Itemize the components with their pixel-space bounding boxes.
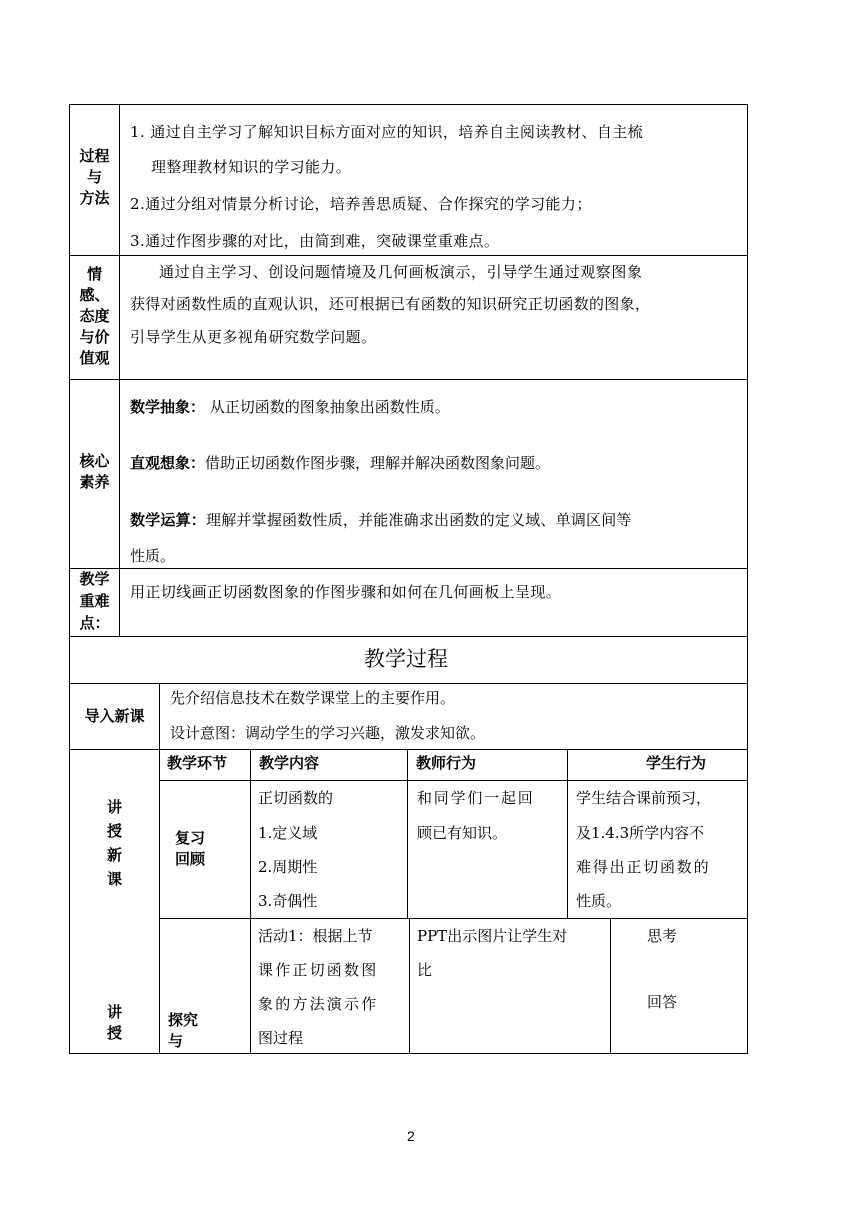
- header-row-divider: [159, 780, 748, 781]
- core-item-operation: 数学运算：理解并掌握函数性质，并能准确求出函数的定义域、单调区间等: [130, 511, 632, 529]
- process-method-line-3: 2.通过分组对情景分析讨论，培养善思质疑、合作探究的学习能力；: [130, 195, 592, 213]
- teacher-column-divider-upper: [567, 749, 568, 918]
- row-divider: [69, 683, 748, 684]
- teacher-column-divider-lower: [610, 918, 611, 1054]
- process-method-line-4: 3.通过作图步骤的对比，由简到难，突破课堂重难点。: [130, 232, 500, 250]
- emotion-line-2: 获得对函数性质的直观认识，还可根据已有函数的知识研究正切函数的图象，: [130, 295, 651, 313]
- content-column-divider-lower: [409, 918, 410, 1054]
- intro-line-2: 设计意图：调动学生的学习兴趣，激发求知欲。: [170, 724, 486, 742]
- lecture-label: 讲 授 新 课: [106, 798, 122, 888]
- core-label: 核心 素养: [79, 452, 110, 491]
- header-stage: 教学环节: [167, 754, 228, 772]
- lecture-column-divider: [159, 749, 160, 1054]
- table-border-right: [747, 104, 748, 1054]
- intro-label: 导入新课: [84, 707, 145, 725]
- row-divider: [69, 749, 748, 750]
- row-divider: [69, 379, 748, 380]
- core-item-intuition: 直观想象：借助正切函数作图步骤，理解并解决函数图象问题。: [130, 454, 551, 472]
- intro-column-divider: [159, 683, 160, 749]
- header-content: 教学内容: [259, 754, 320, 772]
- header-teacher: 教师行为: [416, 754, 477, 772]
- process-method-line-2: 理整理教材知识的学习能力。: [151, 158, 352, 176]
- header-student: 学生行为: [646, 754, 707, 772]
- emotion-line-3: 引导学生从更多视角研究数学问题。: [130, 328, 377, 346]
- table-border-top: [69, 104, 748, 105]
- table-border-bottom: [69, 1053, 748, 1054]
- explore-stage: 探究 与: [168, 1011, 199, 1050]
- content-column-divider-upper: [407, 749, 408, 918]
- explore-left-label: 讲 授: [106, 1003, 122, 1042]
- row-divider: [69, 568, 748, 569]
- emotion-line-1: 通过自主学习、创设问题情境及几何画板演示，引导学生通过观察图象: [159, 263, 643, 281]
- core-item-operation-continued: 性质。: [130, 547, 176, 565]
- row-divider: [69, 255, 748, 256]
- process-method-label: 过程 与 方法: [79, 147, 110, 207]
- stage-column-divider: [250, 749, 251, 1054]
- review-row-divider: [159, 918, 748, 919]
- key-points-text: 用正切线画正切函数图象的作图步骤和如何在几何画板上呈现。: [130, 583, 562, 601]
- key-points-label: 教学 重难 点：: [79, 570, 110, 632]
- row-divider: [69, 636, 748, 637]
- core-item-abstraction: 数学抽象： 从正切函数的图象抽象出函数性质。: [130, 398, 450, 416]
- label-column-divider: [119, 104, 120, 636]
- document-page: 过程 与 方法 1. 通过自主学习了解知识目标方面对应的知识，培养自主阅读教材、自主梳 理整理教材知识的学习能力。 2.通过分组对情景分析讨论，培养善思质疑、合作探究的学习能力； 3.通过作图步骤的对比，由简到难，突破课堂重难点。 情 感、 态度 与价 值观 通过自主学习、创设问题情境及几何画板演示，引导学生通过观察图象 获得对函数性质的直观认识，还可根据已有函数的知识研究正切函数的图象， 引导学生从更多视角研究数学问题。 核心 素养 数学抽象： 从正切函数的图象抽象出函数性质。 直观想象：借助正切函数作图步骤，理解并解决函数图象问题。 数学运算：理解并掌握函数性质，并能准确求出函数的定义域、单调区间等 性质。 教学 重难 点： 用正切线画正切函数图象的作图步骤和如何在几何画板上呈现。 教学过程 导入新课 先介绍信息技术在数学课堂上的主要作用。 设计意图：调动学生的学习兴趣，激发求知欲。 讲 授 新 课 教学环节 教学内容 教师行为 学生行为 复习 回顾 正切函数的 1.定义域 2.周期性 3.奇偶性 和同学们一起回 顾已有知识。 学生结合课前预习， 及1.4.3所学内容不 难得出正切函数的 性质。 讲 授 探究 与 活动1：根据上节 课作正切函数图 象的方法演示作 图过程 PPT出示图片让学生对 比 思考 回答 2: [0, 0, 860, 1216]
- review-stage: 复习 回顾: [175, 829, 206, 868]
- process-method-line-1: 1. 通过自主学习了解知识目标方面对应的知识，培养自主阅读教材、自主梳: [130, 123, 644, 141]
- teaching-process-heading: 教学过程: [364, 647, 448, 671]
- page-number: 2: [407, 1128, 415, 1144]
- intro-line-1: 先介绍信息技术在数学课堂上的主要作用。: [170, 689, 456, 707]
- emotion-label: 情 感、 态度 与价 值观: [79, 265, 110, 367]
